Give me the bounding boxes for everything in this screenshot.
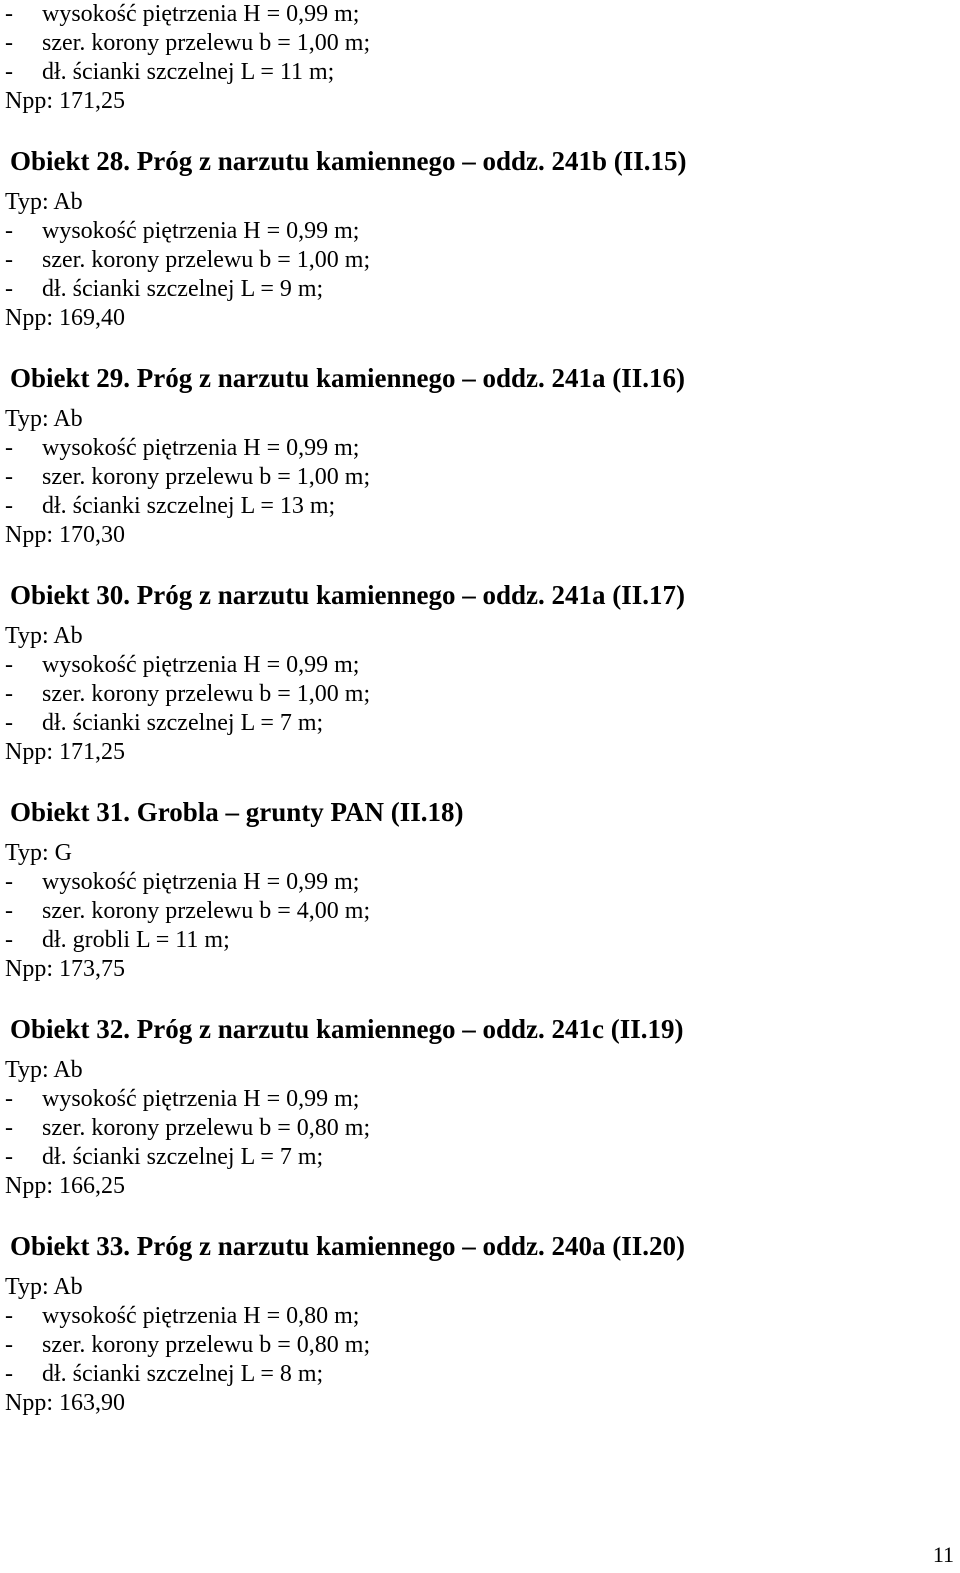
object-heading: Obiekt 32. Próg z narzutu kamiennego – oddz. 241c (II.19) xyxy=(10,1014,684,1044)
list-item xyxy=(0,463,960,492)
object-type: Typ: Ab xyxy=(5,1274,83,1300)
object-heading: Obiekt 31. Grobla – grunty PAN (II.18) xyxy=(10,797,464,827)
list-dash: - xyxy=(5,1086,13,1112)
list-dash: - xyxy=(5,898,13,924)
list-dash: - xyxy=(5,247,13,273)
list-dash: - xyxy=(5,710,13,736)
object-heading: Obiekt 29. Próg z narzutu kamiennego – oddz. 241a (II.16) xyxy=(10,363,685,393)
list-dash: - xyxy=(5,652,13,678)
list-dash: - xyxy=(5,1,13,27)
list-dash: - xyxy=(5,1361,13,1387)
list-item xyxy=(0,1143,960,1172)
list-dash: - xyxy=(5,1144,13,1170)
list-item-text: szer. korony przelewu b = 4,00 m; xyxy=(42,898,371,924)
list-item xyxy=(0,246,960,275)
list-item-text: szer. korony przelewu b = 1,00 m; xyxy=(42,247,371,273)
object-type: Typ: G xyxy=(5,840,72,866)
list-dash: - xyxy=(5,1115,13,1141)
list-item-text: wysokość piętrzenia H = 0,99 m; xyxy=(42,652,360,678)
list-item xyxy=(0,868,960,897)
list-dash: - xyxy=(5,1303,13,1329)
list-item-text: dł. ścianki szczelnej L = 11 m; xyxy=(42,59,335,85)
list-item xyxy=(0,275,960,304)
object-section xyxy=(0,550,960,767)
list-dash: - xyxy=(5,435,13,461)
list-dash: - xyxy=(5,869,13,895)
page-number: 11 xyxy=(932,1542,954,1567)
object-heading: Obiekt 28. Próg z narzutu kamiennego – oddz. 241b (II.15) xyxy=(10,146,687,176)
list-dash: - xyxy=(5,681,13,707)
list-item-text: wysokość piętrzenia H = 0,80 m; xyxy=(42,1303,360,1329)
list-item-text: wysokość piętrzenia H = 0,99 m; xyxy=(42,218,360,244)
list-item-text: szer. korony przelewu b = 1,00 m; xyxy=(42,681,371,707)
list-dash: - xyxy=(5,59,13,85)
npp-value: Npp: 163,90 xyxy=(5,1390,125,1416)
list-item-text: wysokość piętrzenia H = 0,99 m; xyxy=(42,1,360,27)
list-item-text: dł. grobli L = 11 m; xyxy=(42,927,230,953)
list-item-text: szer. korony przelewu b = 0,80 m; xyxy=(42,1332,371,1358)
list-dash: - xyxy=(5,218,13,244)
list-item-text: wysokość piętrzenia H = 0,99 m; xyxy=(42,869,360,895)
npp-value: Npp: 171,25 xyxy=(5,739,125,765)
object-section xyxy=(0,767,960,984)
list-item-text: szer. korony przelewu b = 1,00 m; xyxy=(42,464,371,490)
list-item xyxy=(0,1085,960,1114)
object-heading: Obiekt 30. Próg z narzutu kamiennego – oddz. 241a (II.17) xyxy=(10,580,685,610)
object-section xyxy=(0,116,960,333)
object-type: Typ: Ab xyxy=(5,623,83,649)
list-dash: - xyxy=(5,30,13,56)
npp-value: Npp: 173,75 xyxy=(5,956,125,982)
list-item xyxy=(0,217,960,246)
list-item-text: dł. ścianki szczelnej L = 8 m; xyxy=(42,1361,324,1387)
object-type: Typ: Ab xyxy=(5,189,83,215)
list-item xyxy=(0,1331,960,1360)
npp-value: Npp: 166,25 xyxy=(5,1173,125,1199)
list-item xyxy=(0,492,960,521)
intro-block xyxy=(0,0,960,116)
object-section xyxy=(0,1201,960,1418)
list-item xyxy=(0,1302,960,1331)
list-item-text: szer. korony przelewu b = 0,80 m; xyxy=(42,1115,371,1141)
list-dash: - xyxy=(5,276,13,302)
list-item xyxy=(0,651,960,680)
list-item-text: dł. ścianki szczelnej L = 13 m; xyxy=(42,493,336,519)
object-type: Typ: Ab xyxy=(5,406,83,432)
object-heading: Obiekt 33. Próg z narzutu kamiennego – oddz. 240a (II.20) xyxy=(10,1231,685,1261)
npp-value: Npp: 169,40 xyxy=(5,305,125,331)
list-dash: - xyxy=(5,464,13,490)
list-item-text: wysokość piętrzenia H = 0,99 m; xyxy=(42,1086,360,1112)
object-section xyxy=(0,333,960,550)
list-item xyxy=(0,0,960,29)
list-item xyxy=(0,1360,960,1389)
list-item-text: dł. ścianki szczelnej L = 9 m; xyxy=(42,276,324,302)
list-item-text: dł. ścianki szczelnej L = 7 m; xyxy=(42,1144,324,1170)
list-item xyxy=(0,1114,960,1143)
list-item xyxy=(0,897,960,926)
list-item xyxy=(0,926,960,955)
npp-value: Npp: 171,25 xyxy=(5,88,125,114)
list-item-text: szer. korony przelewu b = 1,00 m; xyxy=(42,30,371,56)
list-item xyxy=(0,680,960,709)
object-type: Typ: Ab xyxy=(5,1057,83,1083)
list-item xyxy=(0,709,960,738)
list-dash: - xyxy=(5,1332,13,1358)
list-item-text: dł. ścianki szczelnej L = 7 m; xyxy=(42,710,324,736)
list-item xyxy=(0,58,960,87)
list-item-text: wysokość piętrzenia H = 0,99 m; xyxy=(42,435,360,461)
list-item xyxy=(0,29,960,58)
list-dash: - xyxy=(5,927,13,953)
object-section xyxy=(0,984,960,1201)
objects-list xyxy=(0,116,960,1418)
list-dash: - xyxy=(5,493,13,519)
list-item xyxy=(0,434,960,463)
npp-value: Npp: 170,30 xyxy=(5,522,125,548)
